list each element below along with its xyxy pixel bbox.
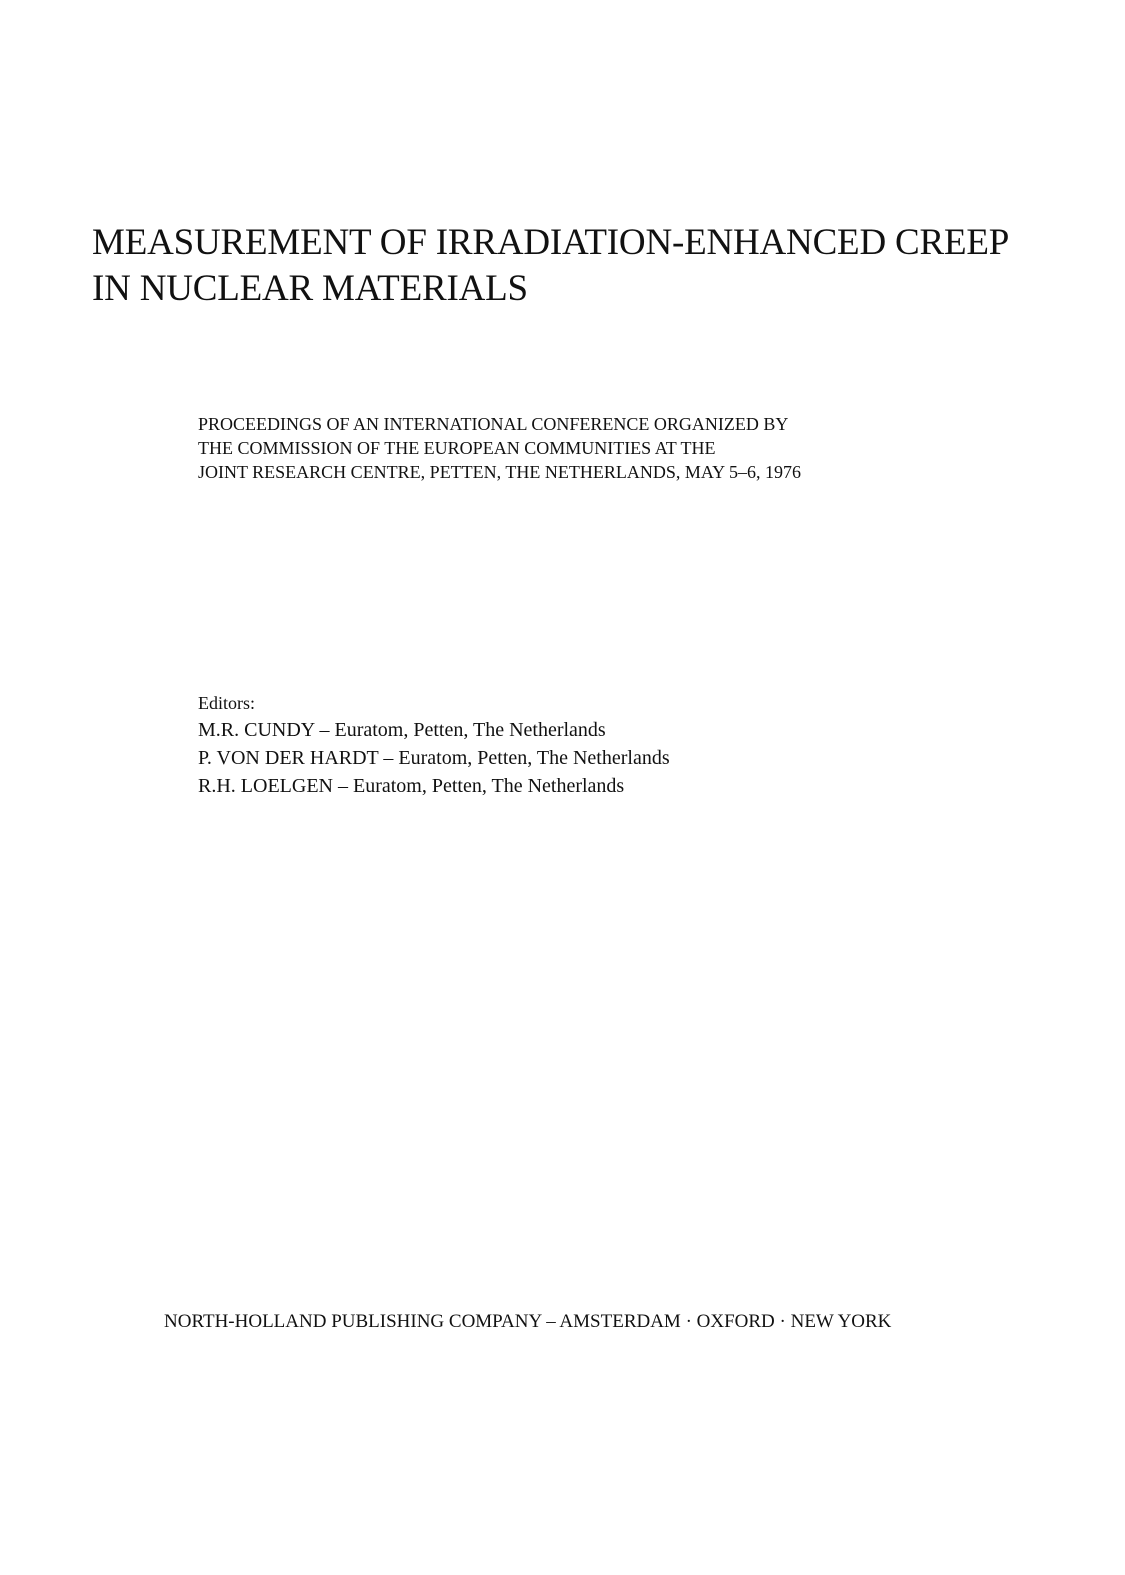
editor-entry: P. VON DER HARDT – Euratom, Petten, The Netherlands [198, 747, 670, 769]
publisher-imprint: NORTH-HOLLAND PUBLISHING COMPANY – AMSTERDAM · OXFORD · NEW YORK [164, 1311, 892, 1332]
proceedings-description [198, 412, 958, 484]
proceedings-line-3: JOINT RESEARCH CENTRE, PETTEN, THE NETHERLANDS, MAY 5–6, 1976 [198, 462, 802, 482]
editor-entry: M.R. CUNDY – Euratom, Petten, The Netherlands [198, 719, 606, 741]
book-title-line-2: IN NUCLEAR MATERIALS [92, 268, 528, 309]
proceedings-line-2: THE COMMISSION OF THE EUROPEAN COMMUNITIES AT THE [198, 438, 716, 458]
book-title [92, 220, 1072, 312]
editors-label: Editors: [198, 693, 255, 713]
editors-section [198, 690, 958, 800]
proceedings-line-1: PROCEEDINGS OF AN INTERNATIONAL CONFERENCE ORGANIZED BY [198, 414, 789, 434]
book-title-line-1: MEASUREMENT OF IRRADIATION-ENHANCED CREEP [92, 222, 1010, 263]
editor-entry: R.H. LOELGEN – Euratom, Petten, The Netherlands [198, 775, 625, 797]
